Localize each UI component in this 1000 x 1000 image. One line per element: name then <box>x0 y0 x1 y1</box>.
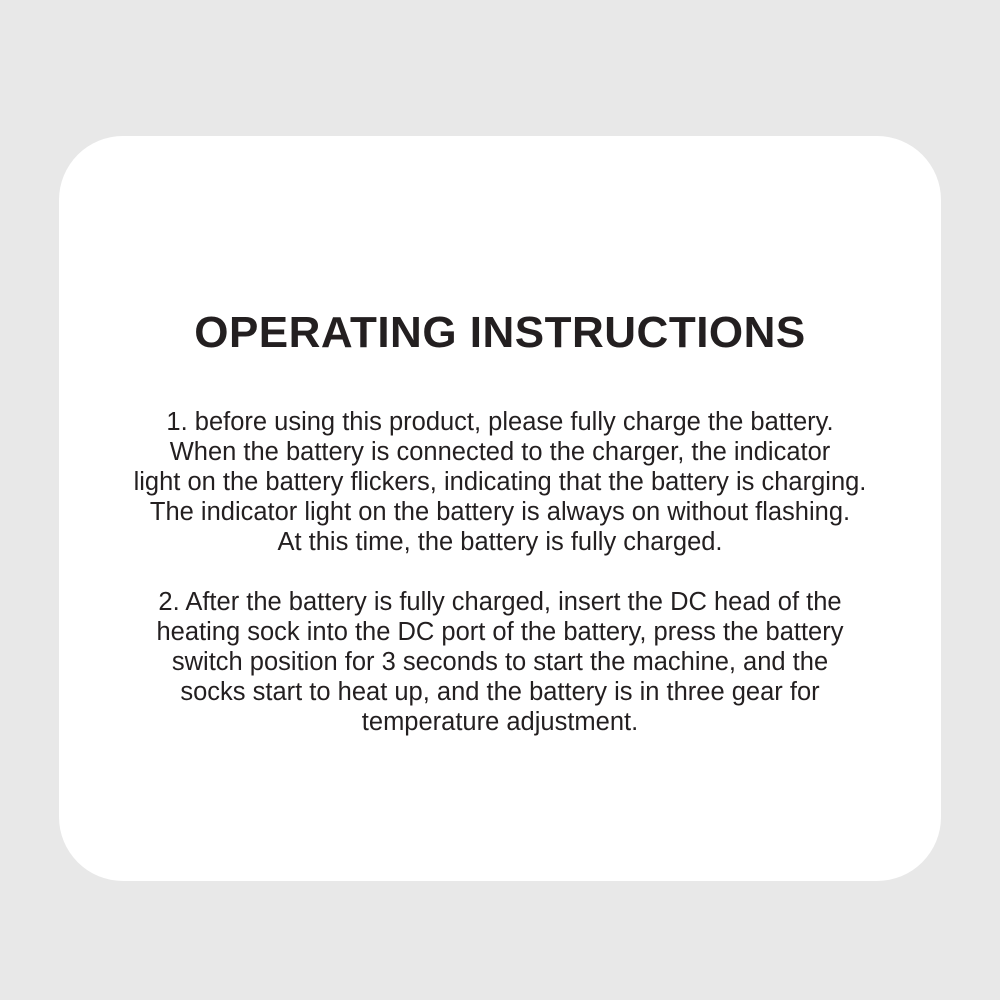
step-2-line-3: switch position for 3 seconds to start the machine, and the <box>171 648 829 676</box>
step-1-line-1: 1. before using this product, please fully charge the battery. <box>166 408 834 436</box>
instructions-card <box>59 136 941 881</box>
page-title: OPERATING INSTRUCTIONS <box>194 308 806 357</box>
step-2-line-4: socks start to heat up, and the battery is in three gear for <box>180 678 820 706</box>
step-1-line-4: The indicator light on the battery is always on without flashing. <box>149 498 851 526</box>
step-1-line-3: light on the battery flickers, indicating that the battery is charging. <box>133 468 867 496</box>
step-2-line-1: 2. After the battery is fully charged, insert the DC head of the <box>158 588 842 616</box>
step-1-line-5: At this time, the battery is fully charged. <box>277 528 723 556</box>
instruction-step-1 <box>59 407 941 557</box>
step-2-line-2: heating sock into the DC port of the battery, press the battery <box>156 618 844 646</box>
step-1-line-2: When the battery is connected to the charger, the indicator <box>169 438 831 466</box>
step-2-line-5: temperature adjustment. <box>361 708 639 736</box>
instruction-step-2 <box>59 587 941 737</box>
